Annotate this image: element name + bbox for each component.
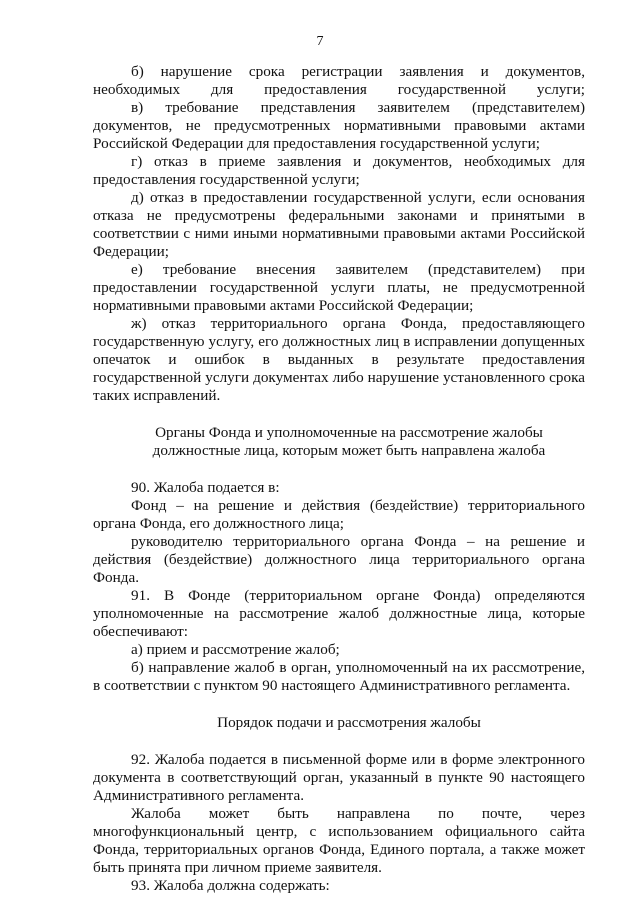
paragraph-92-written-form: 92. Жалоба подается в письменной форме или в форме электронного документа в соответствующий орган, указанный в пункте 90 настоящего Административного регламента. [93,751,585,804]
paragraph-item-e-fee-requirement: е) требование внесения заявителем (представителем) при предоставлении государственной услуги платы, не предусмотренной нормативными правовыми актами Российской Федерации; [93,261,585,314]
paragraph-fund-decision: Фонд – на решение и действия (бездействие) территориального органа Фонда, его должностного лица; [93,497,585,532]
paragraph-91-authorized-officials: 91. В Фонде (территориальном органе Фонда) определяются уполномоченные на рассмотрение жалоб должностные лица, которые обеспечивают: [93,587,585,640]
paragraph-93-contents: 93. Жалоба должна содержать: [131,877,330,894]
section-heading-line-2: должностные лица, которым может быть направлена жалоба [152,442,546,459]
paragraph-head-territorial-body: руководителю территориального органа Фонда – на решение и действия (бездействие) должностного лица территориального органа Фонда. [93,533,585,586]
section-heading-line-1: Органы Фонда и уполномоченные на рассмотрение жалобы [155,424,543,441]
paragraph-90-complaint-filed: 90. Жалоба подается в: [131,479,280,496]
paragraph-item-v-extra-documents: в) требование представления заявителем (представителем) документов, не предусмотренных нормативными правовыми актами Российской Федерации для предоставления государственной услуги; [93,99,585,152]
section-filing-procedure [93,751,585,895]
paragraph-submission-channels: Жалоба может быть направлена по почте, через многофункциональный центр, с использованием официального сайта Фонда, территориальных органов Фонда, Единого портала, а также может быть принята при личном приеме заявителя. [93,805,585,876]
paragraph-item-b-registration-delay: б) нарушение срока регистрации заявления и документов, необходимых для предоставления государственной услуги; [93,63,585,98]
page-number: 7 [316,34,324,49]
paragraph-item-g-refusal-acceptance: г) отказ в приеме заявления и документов, необходимых для предоставления государственной услуги; [93,153,585,188]
paragraph-item-a-receipt: а) прием и рассмотрение жалоб; [131,641,340,658]
paragraph-item-zh-refusal-correction: ж) отказ территориального органа Фонда, предоставляющего государственную услугу, его должностных лиц в исправлении допущенных опечаток и ошибок в выданных в результате предоставления государственной услуги документах либо нарушение установленного срока таких исправлений. [93,315,585,404]
section-heading-complaint-bodies [93,424,585,460]
document-body [93,63,585,895]
paragraph-item-b-forwarding: б) направление жалоб в орган, уполномоченный на их рассмотрение, в соответствии с пунктом 90 настоящего Административного регламента. [93,659,585,694]
section-heading-filing-procedure: Порядок подачи и рассмотрения жалобы [217,714,481,731]
paragraph-item-d-refusal-service: д) отказ в предоставлении государственной услуги, если основания отказа не предусмотрены федеральными законами и принятыми в соответствии с ними иными нормативными правовыми актами Российской Федерации; [93,189,585,260]
section-complaint-bodies [93,479,585,695]
